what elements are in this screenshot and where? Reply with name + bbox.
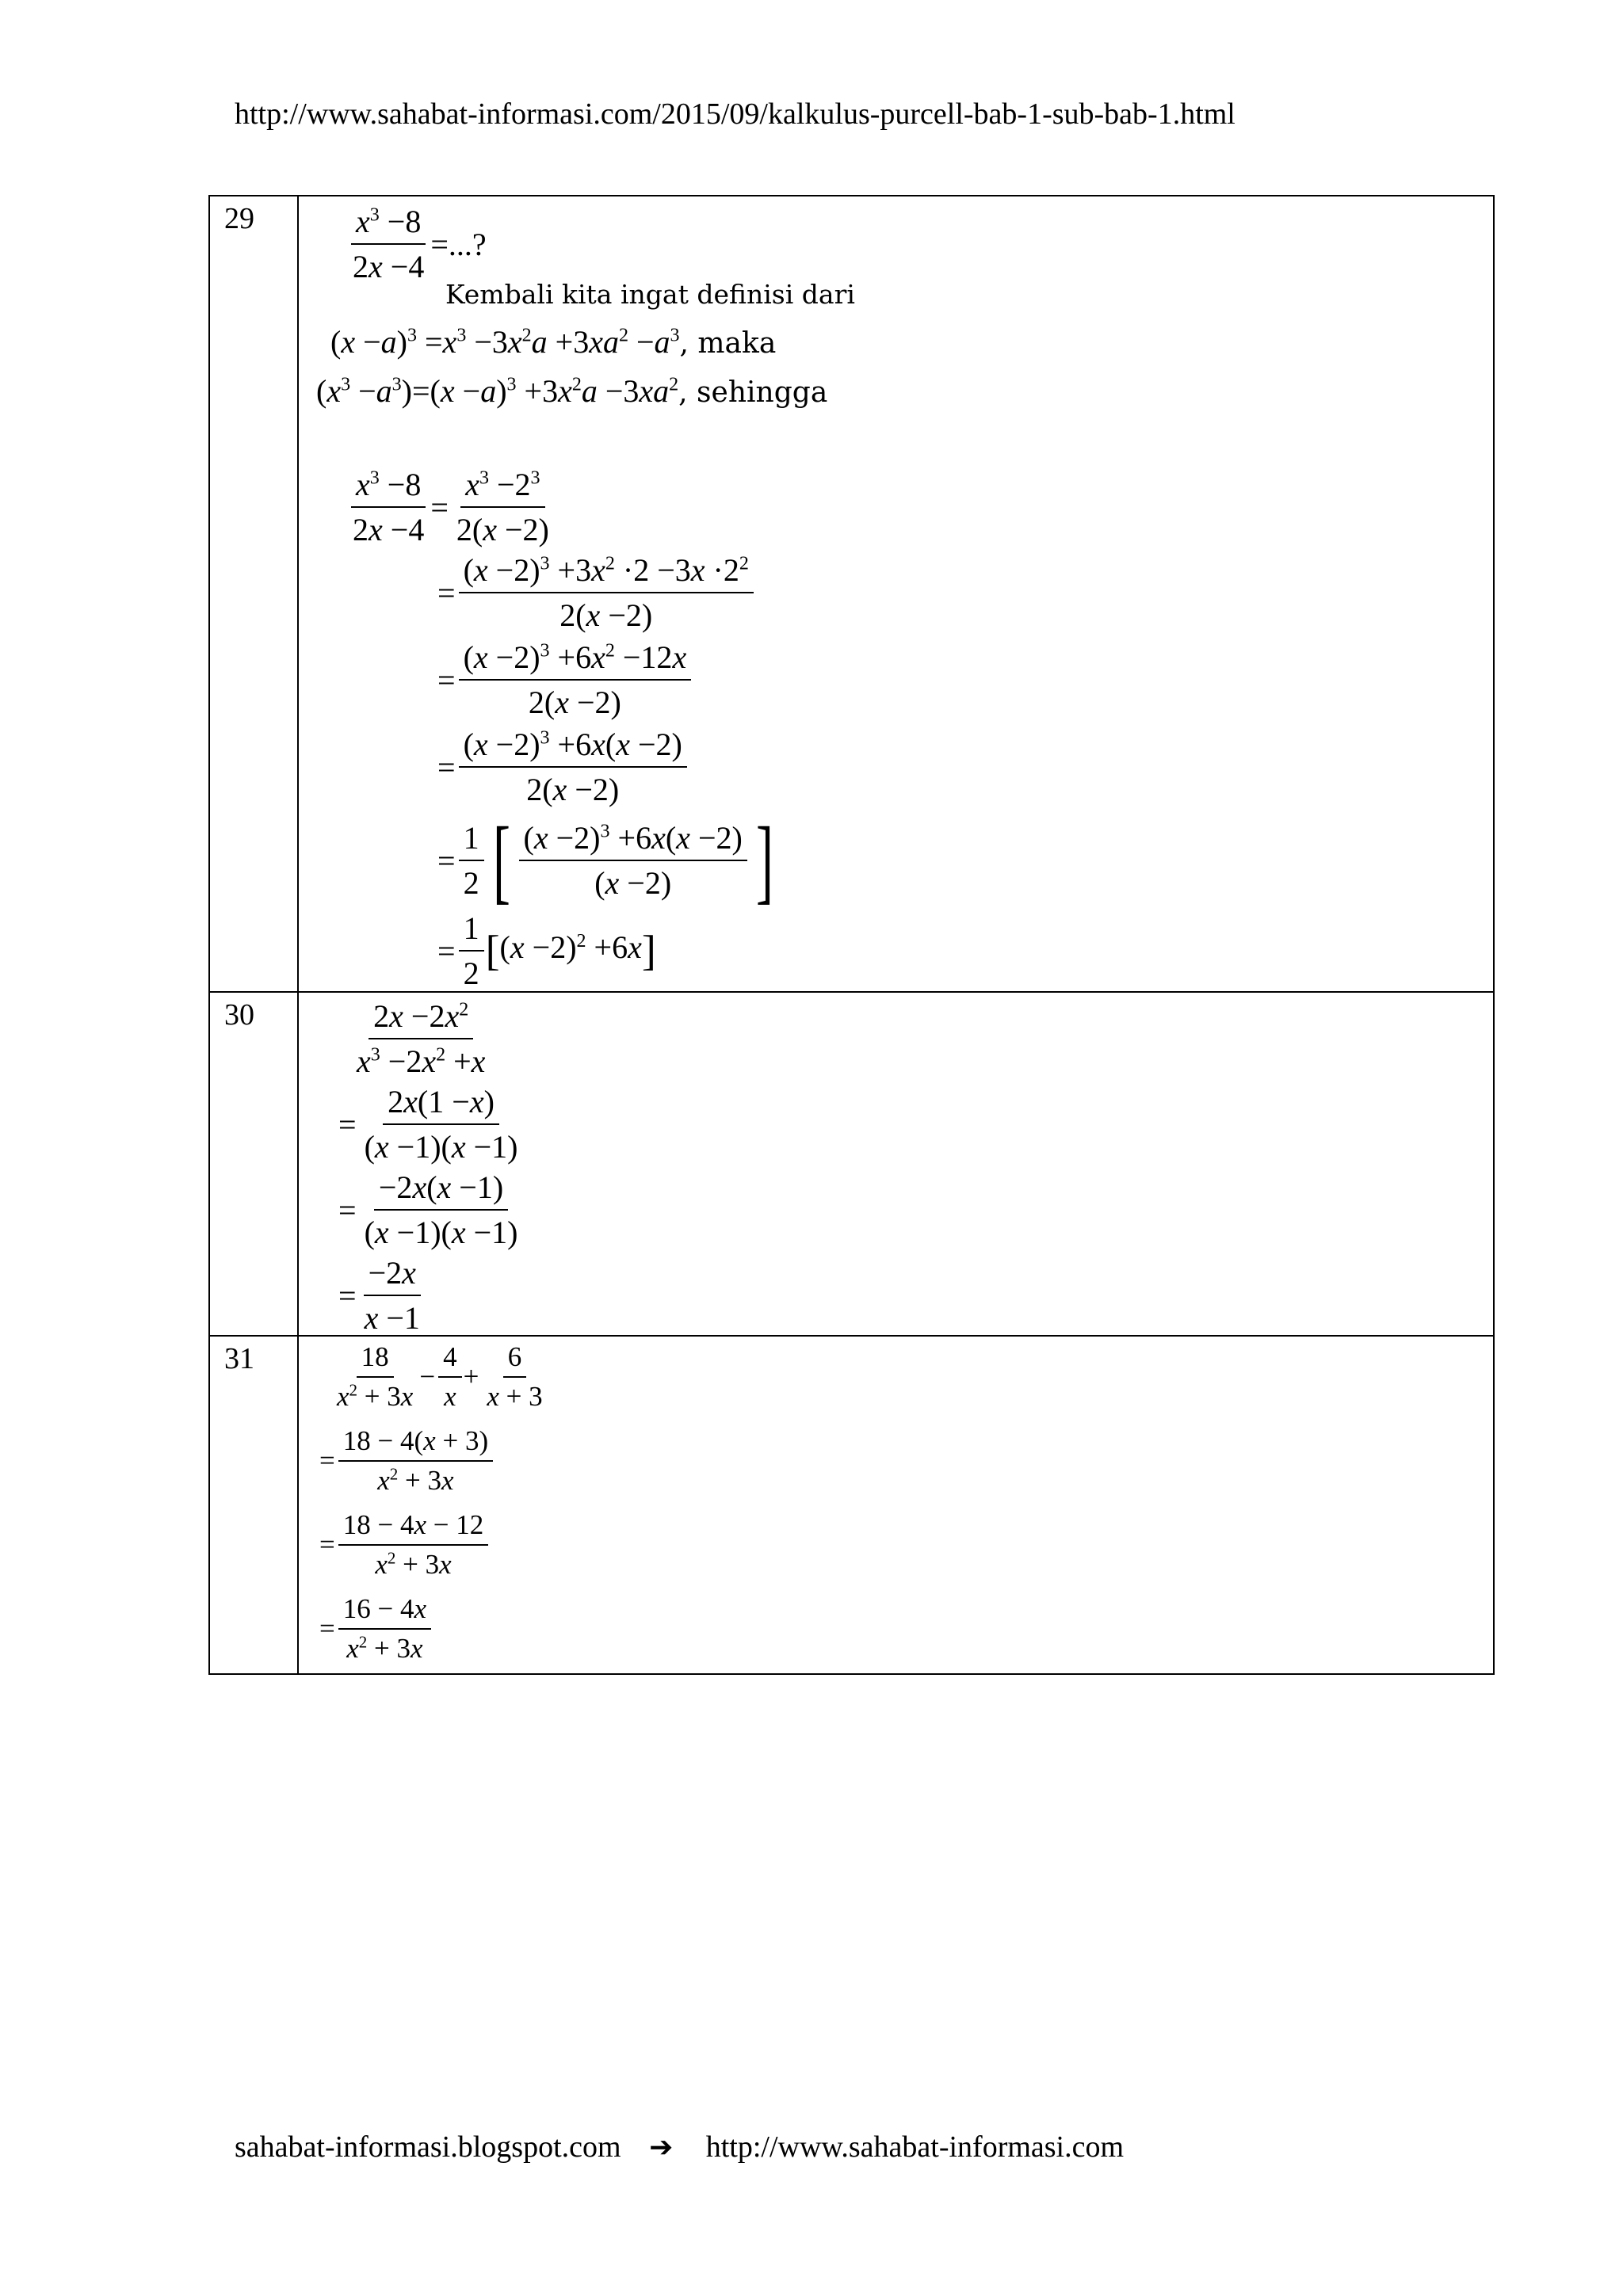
step-29-4: = $\frac{(x -2)^3 +6x(x -2)}{2(x -2)}$ xyxy=(437,726,689,808)
question-31: $\frac{18}{x^2 + 3x}$ − $\frac{4}{x}$ + $\frac{6}{x + 3}$ xyxy=(337,1341,543,1412)
table-row xyxy=(209,1336,1494,1674)
prose-reminder: Kembali kita ingat definisi dari xyxy=(445,279,855,310)
question-29: $\frac{x^3 -8}{2x -4}$ =...? xyxy=(353,204,487,284)
solution-table xyxy=(208,195,1495,1675)
problem-30-work xyxy=(298,992,1494,1336)
identity-1: $(x -a)^3 =x^3 -3x^2a +3xa^2 -a^3$, maka xyxy=(330,324,777,360)
footer-site-link[interactable]: http://www.sahabat-informasi.com xyxy=(705,2130,1125,2164)
table-row xyxy=(209,196,1494,992)
problem-31-work xyxy=(298,1336,1494,1674)
question-30: $\frac{2x -2x^2}{x^3 -2x^2 +x}$ xyxy=(357,998,486,1079)
identity-2: $(x^3 -a^3)=(x -a)^3 +3x^2a -3xa^2$, sehingga xyxy=(316,373,828,409)
table-row xyxy=(209,992,1494,1336)
step-29-3: = $\frac{(x -2)^3 +6x^2 -12x}{2(x -2)}$ xyxy=(437,639,693,721)
step-30-2: = $\frac{-2x(x -1)}{(x -1)(x -1)}$ xyxy=(338,1169,518,1250)
step-29-6: = $\frac{1}{2}$ $[(x -2)^2 +6x]$ xyxy=(437,910,656,991)
footer-blog-link[interactable]: sahabat-informasi.blogspot.com xyxy=(235,2130,621,2164)
problem-number: 31 xyxy=(209,1336,298,1674)
step-29-5: = $\frac{1}{2}$ [ $\frac{(x -2)^3 +6x(x -2)}{(x -2)}$ ] xyxy=(437,807,773,913)
problem-29-work xyxy=(298,196,1494,992)
arrow-right-icon: ➔ xyxy=(649,2131,674,2163)
step-31-2: = $\frac{18 - 4x - 12}{x^2 + 3x}$ xyxy=(319,1509,490,1581)
step-31-3: = $\frac{16 - 4x}{x^2 + 3x}$ xyxy=(319,1593,433,1665)
problem-number: 30 xyxy=(209,992,298,1336)
step-30-1: = $\frac{2x(1 -x)}{(x -1)(x -1)}$ xyxy=(338,1084,518,1165)
step-31-1: = $\frac{18 - 4(x + 3)}{x^2 + 3x}$ xyxy=(319,1425,495,1497)
header-url[interactable]: http://www.sahabat-informasi.com/2015/09/kalkulus-purcell-bab-1-sub-bab-1.html xyxy=(235,97,1235,131)
problem-number: 29 xyxy=(209,196,298,992)
step-29-1: $\frac{x^3 -8}{2x -4}$ = $\frac{x^3 -2^3}{2(x -2)}$ xyxy=(353,467,549,547)
footer xyxy=(235,2130,1124,2164)
step-30-3: = $\frac{-2x}{x -1}$ xyxy=(338,1255,420,1336)
step-29-2: = $\frac{(x -2)^3 +3x^2 \cdot 2 -3x \cdot 2^2}{2(x -2)}$ xyxy=(437,551,755,634)
